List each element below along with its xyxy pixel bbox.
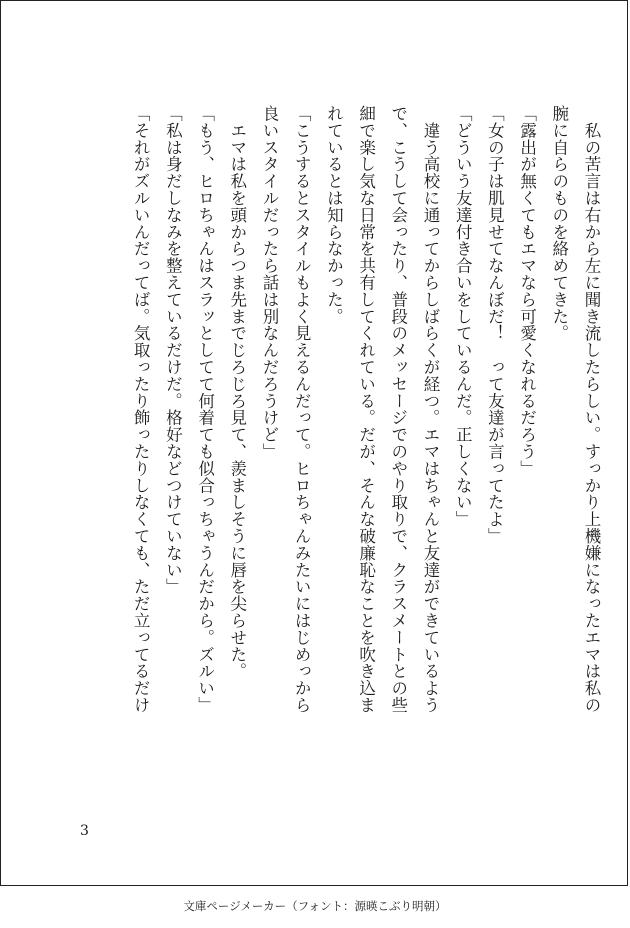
text-line: 腕に自らのものを絡めてきた。 xyxy=(549,105,569,342)
text-line: で、こうして会ったり、普段のメッセージでのやり取りで、クラスメートとの些 xyxy=(388,105,408,714)
page-number: 3 xyxy=(80,823,89,839)
text-line: れているとは知らなかった。 xyxy=(324,105,344,325)
footer-caption: 文庫ページメーカー（フォント：源暎こぶり明朝） xyxy=(183,899,447,913)
text-line: 「私は身だしなみを整えているだけだ。格好などつけていない」 xyxy=(163,105,183,596)
text-line: 「もう、ヒロちゃんはスラッとしてて何着ても似合っちゃうんだから。ズルい」 xyxy=(195,105,215,714)
text-line: 良いスタイルだったら話は別なんだろうけど」 xyxy=(259,105,279,460)
text-line: 細で楽し気な日常を共有してくれている。だが、そんな破廉恥なことを吹き込ま xyxy=(356,105,376,714)
text-line: 私の苦言は右から左に聞き流したらしい。すっかり上機嫌になったエマは私の xyxy=(582,105,601,714)
text-line: 「こうするとスタイルもよく見えるんだって。ヒロちゃんみたいにはじめっから xyxy=(292,105,312,714)
text-line: 「露出が無くてもエマなら可愛くなれるだろう」 xyxy=(517,105,537,477)
text-line: エマは私を頭からつま先までじろじろ見て、羨ましそうに唇を尖らせた。 xyxy=(227,105,247,680)
text-line: 「女の子は肌見せてなんぼだ！ って友達が言ってたよ」 xyxy=(485,105,505,545)
text-line: 「どういう友達付き合いをしているんだ。正しくない」 xyxy=(453,105,473,528)
vertical-text-block xyxy=(124,105,607,817)
text-line: 「それがズルいんだってば。気取ったり飾ったりしなくても、ただ立ってるだけ xyxy=(131,105,151,714)
text-line: 違う高校に通ってからしばらくが経つ。エマはちゃんと友達ができているよう xyxy=(420,105,440,714)
